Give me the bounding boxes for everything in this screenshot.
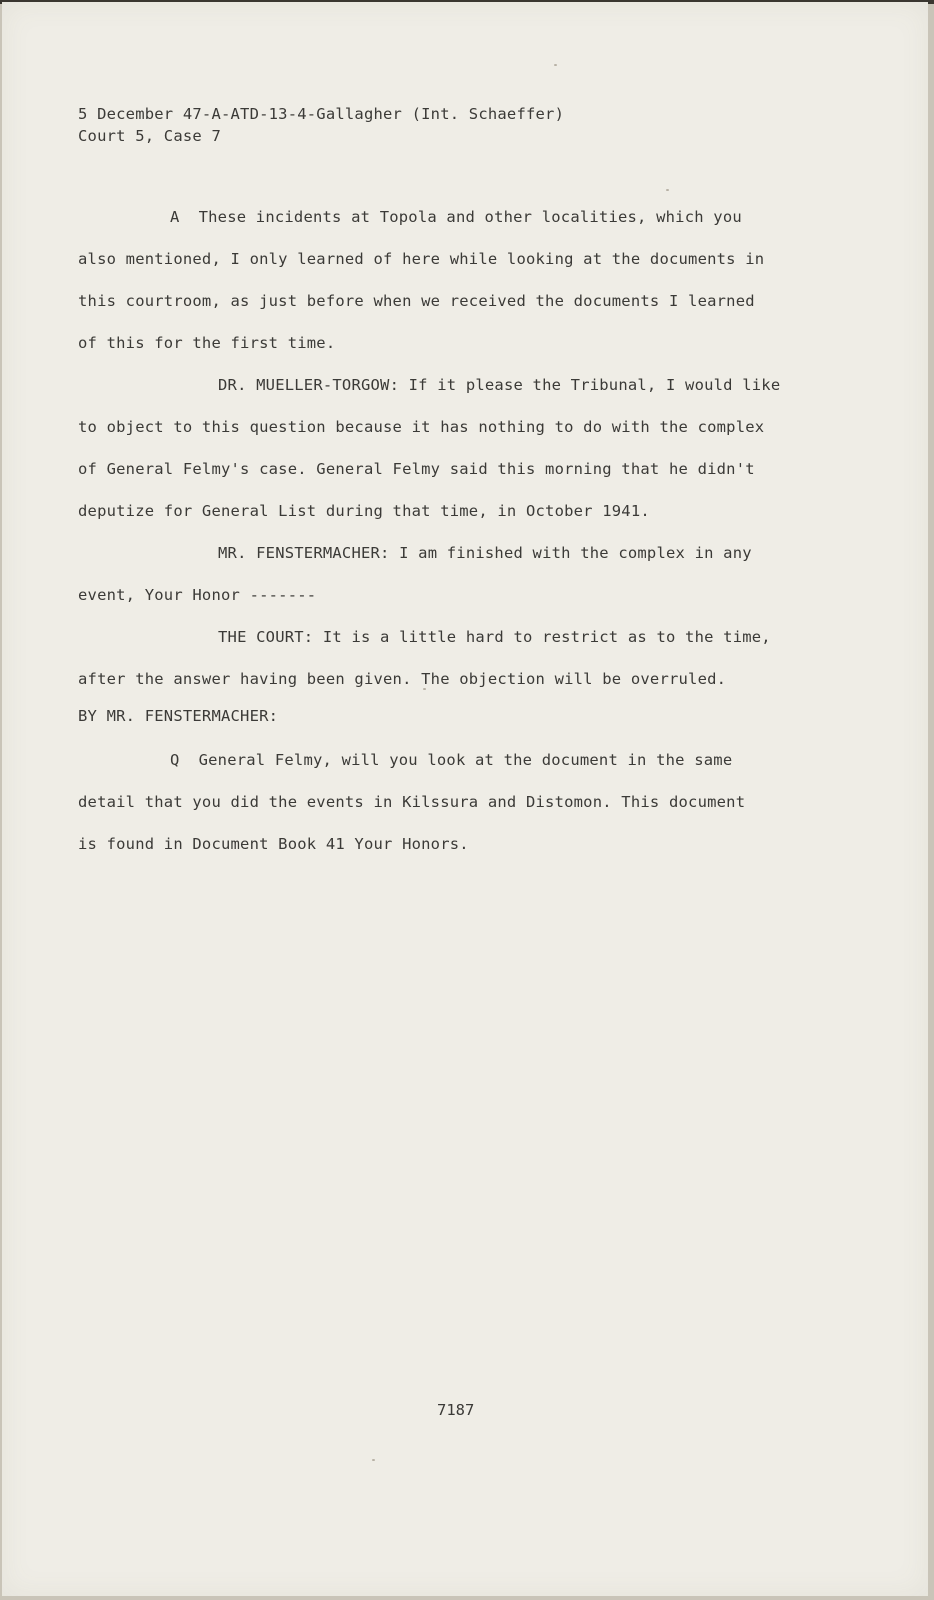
- header-line-1: 5 December 47-A-ATD-13-4-Gallagher (Int. Schaeffer): [78, 105, 565, 123]
- testimony-line: of this for the first time.: [78, 334, 336, 352]
- testimony-line: THE COURT: It is a little hard to restrict as to the time,: [218, 628, 771, 646]
- testimony-line: BY MR. FENSTERMACHER:: [78, 707, 279, 725]
- paper-speck: [423, 688, 426, 690]
- testimony-line: also mentioned, I only learned of here while looking at the documents in: [78, 250, 765, 268]
- testimony-line: this courtroom, as just before when we received the documents I learned: [78, 292, 755, 310]
- header-line-2: Court 5, Case 7: [78, 127, 221, 145]
- testimony-line: MR. FENSTERMACHER: I am finished with the complex in any: [218, 544, 752, 562]
- testimony-line: event, Your Honor -------: [78, 586, 317, 604]
- testimony-line: is found in Document Book 41 Your Honors.: [78, 835, 469, 853]
- paper-speck: [554, 64, 557, 66]
- testimony-line: deputize for General List during that time, in October 1941.: [78, 502, 650, 520]
- testimony-line: to object to this question because it has nothing to do with the complex: [78, 418, 765, 436]
- testimony-line: Q General Felmy, will you look at the document in the same: [170, 751, 733, 769]
- page-number: 7187: [437, 1401, 475, 1419]
- testimony-line: detail that you did the events in Kilssura and Distomon. This document: [78, 793, 746, 811]
- testimony-line: DR. MUELLER-TORGOW: If it please the Tribunal, I would like: [218, 376, 781, 394]
- testimony-line: after the answer having been given. The objection will be overruled.: [78, 670, 727, 688]
- testimony-line: A These incidents at Topola and other localities, which you: [170, 208, 742, 226]
- paper-speck: [666, 189, 669, 191]
- paper-speck: [372, 1459, 375, 1461]
- testimony-line: of General Felmy's case. General Felmy said this morning that he didn't: [78, 460, 755, 478]
